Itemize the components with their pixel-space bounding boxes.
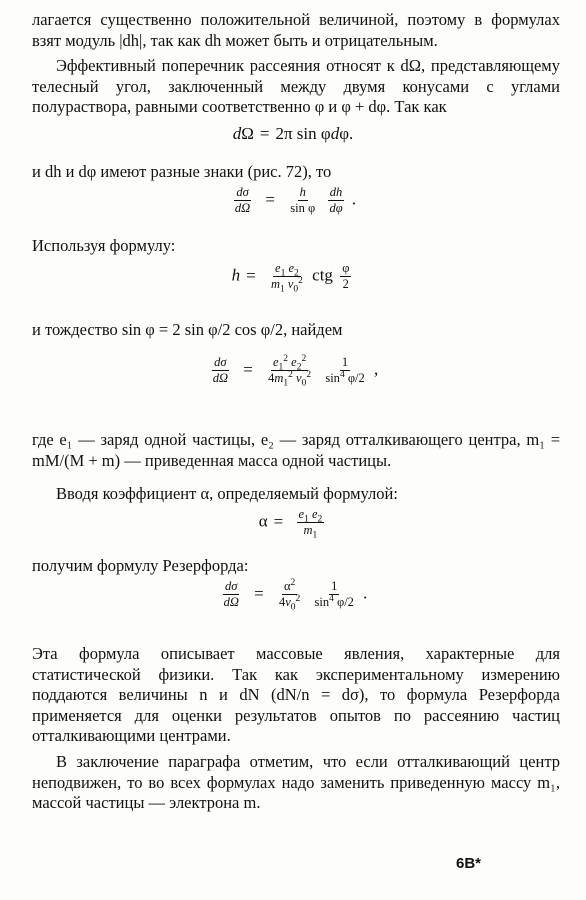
paragraph-4: Используя формулу: bbox=[32, 236, 176, 255]
equation-5: α = $\frac{e_1 e_2}{m_1}$ bbox=[258, 507, 323, 541]
equation-6: $\frac{d\sigma}{d\Omega}$ = $\frac{\alpha^2}{4v_0^2}$ $\frac{1}{\sin^4 \varphi/2}$ . bbox=[223, 577, 368, 613]
equation-2: $\frac{d\sigma}{d\Omega}$ = $\frac{h}{\text{sin φ}}$ $\frac{dh}{d\varphi}$ . bbox=[234, 185, 357, 216]
page-number: 6B* bbox=[456, 855, 482, 872]
equation-3: h = $\frac{e_1 e_2}{m_1 v_0^2}$ ctg $\frac{\varphi}{2}$ bbox=[231, 261, 350, 295]
paragraph-7: Вводя коэффициент α, определяемый формулой: bbox=[56, 484, 398, 503]
paragraph-5: и тождество sin φ = 2 sin φ/2 cos φ/2, найдем bbox=[32, 320, 343, 339]
equation-4: $\frac{d\sigma}{d\Omega}$ = $\frac{e_1^2 e_2^2}{4m_1^2 v_0^2}$ $\frac{1}{\sin^4 \varphi/2}$ , bbox=[212, 353, 379, 389]
paragraph-1: лагается существенно положительной величиной, поэтому в формулах взят модуль |dh|, так как dh может быть и отрицательным. bbox=[32, 10, 560, 50]
paragraph-3: и dh и dφ имеют разные знаки (рис. 72), то bbox=[32, 162, 332, 181]
paragraph-10: В заключение параграфа отметим, что если отталкивающий центр неподвижен, то во всех формулах надо заменить приведенную массу m₁, массой частицы — электрона m. bbox=[32, 752, 560, 812]
paragraph-6: где e₁ — заряд одной частицы, e₂ — заряд отталкивающего центра, m₁ = mM/(M + m) — приведенная масса одной частицы. bbox=[32, 430, 560, 470]
equation-1: dΩ = 2π sin φdφ. bbox=[232, 124, 354, 143]
paragraph-8: получим формулу Резерфорда: bbox=[32, 556, 249, 575]
paragraph-9: Эта формула описывает массовые явления, характерные для статистической физики. Так как экспериментальному измерению поддаются величины n и dN (dN/n = dσ), то формула Резерфорда применяется для оценки результатов опытов по рассеянию частиц отталкивающими центрами. bbox=[32, 644, 560, 745]
paragraph-2: Эффективный поперечник рассеяния относят к dΩ, представляющему телесный угол, заключенный между двумя конусами с углами полураствора, равными соответственно φ и φ + dφ. Так как bbox=[32, 56, 560, 116]
